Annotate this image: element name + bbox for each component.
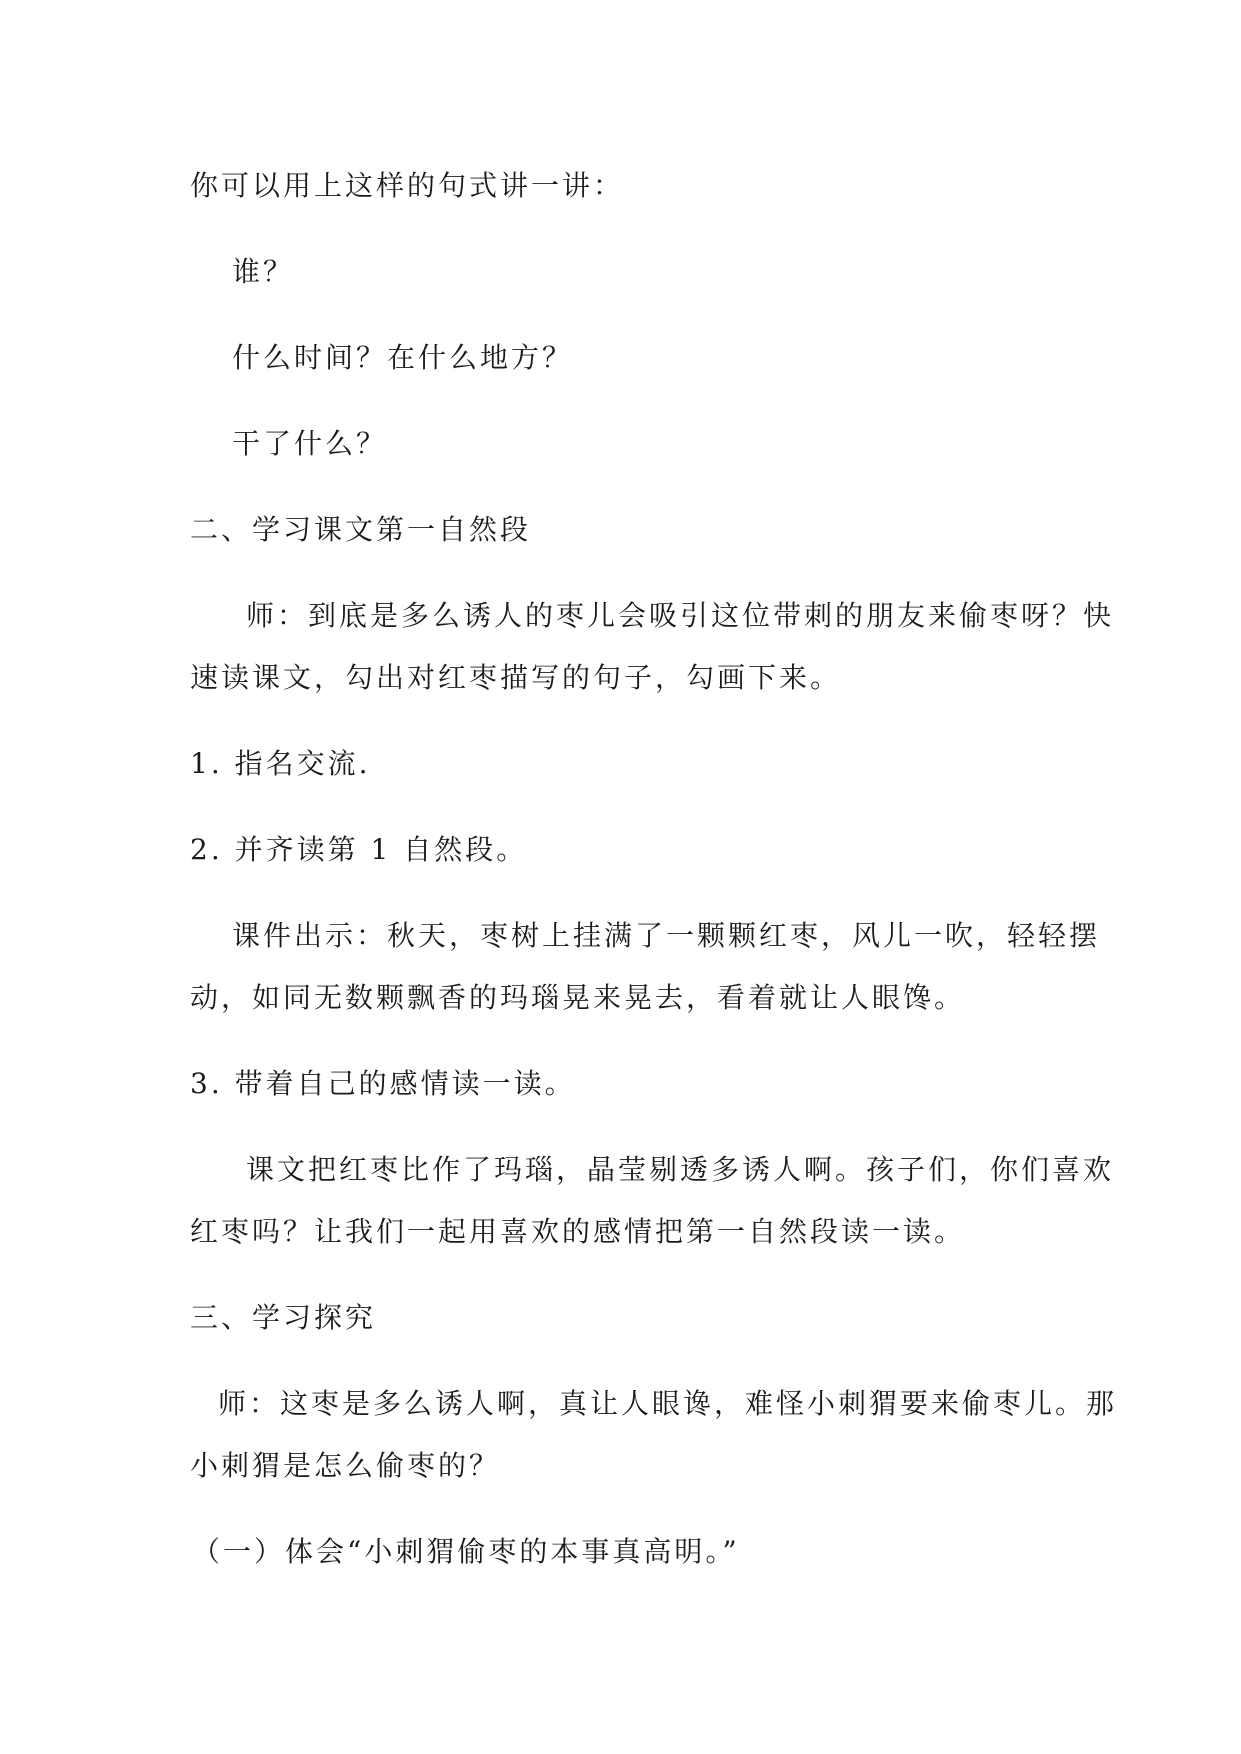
subsection-heading: （一）体会“小刺猬偷枣的本事真高明。” (192, 1535, 740, 1568)
text-line: 谁？ (232, 255, 295, 288)
text-line: 干了什么？ (232, 427, 388, 460)
text-line: 你可以用上这样的句式讲一讲： (190, 169, 625, 202)
text-line: 什么时间？在什么地方？ (232, 341, 574, 374)
section-heading: 三、学习探究 (190, 1301, 377, 1334)
text-line: 动，如同无数颗飘香的玛瑙晃来晃去，看着就让人眼馋。 (190, 981, 966, 1014)
text-line: 课文把红枣比作了玛瑙，晶莹剔透多诱人啊。孩子们，你们喜欢 (246, 1153, 1115, 1186)
text-line: 师：到底是多么诱人的枣儿会吸引这位带刺的朋友来偷枣呀？快 (246, 599, 1115, 632)
text-line: 师：这枣是多么诱人啊，真让人眼谗，难怪小刺猬要来偷枣儿。那 (218, 1387, 1118, 1420)
text-line: 小刺猬是怎么偷枣的？ (190, 1449, 501, 1482)
text-line: 红枣吗？让我们一起用喜欢的感情把第一自然段读一读。 (190, 1215, 966, 1248)
list-item: 1. 指名交流. (190, 747, 371, 780)
section-heading: 二、学习课文第一自然段 (190, 513, 532, 546)
text-line: 课件出示：秋天，枣树上挂满了一颗颗红枣，风儿一吹，轻轻摆 (232, 919, 1101, 952)
list-item: 3. 带着自己的感情读一读。 (190, 1067, 576, 1100)
list-item: 2. 并齐读第 1 自然段。 (190, 833, 528, 866)
text-line: 速读课文，勾出对红枣描写的句子，勾画下来。 (190, 661, 842, 694)
